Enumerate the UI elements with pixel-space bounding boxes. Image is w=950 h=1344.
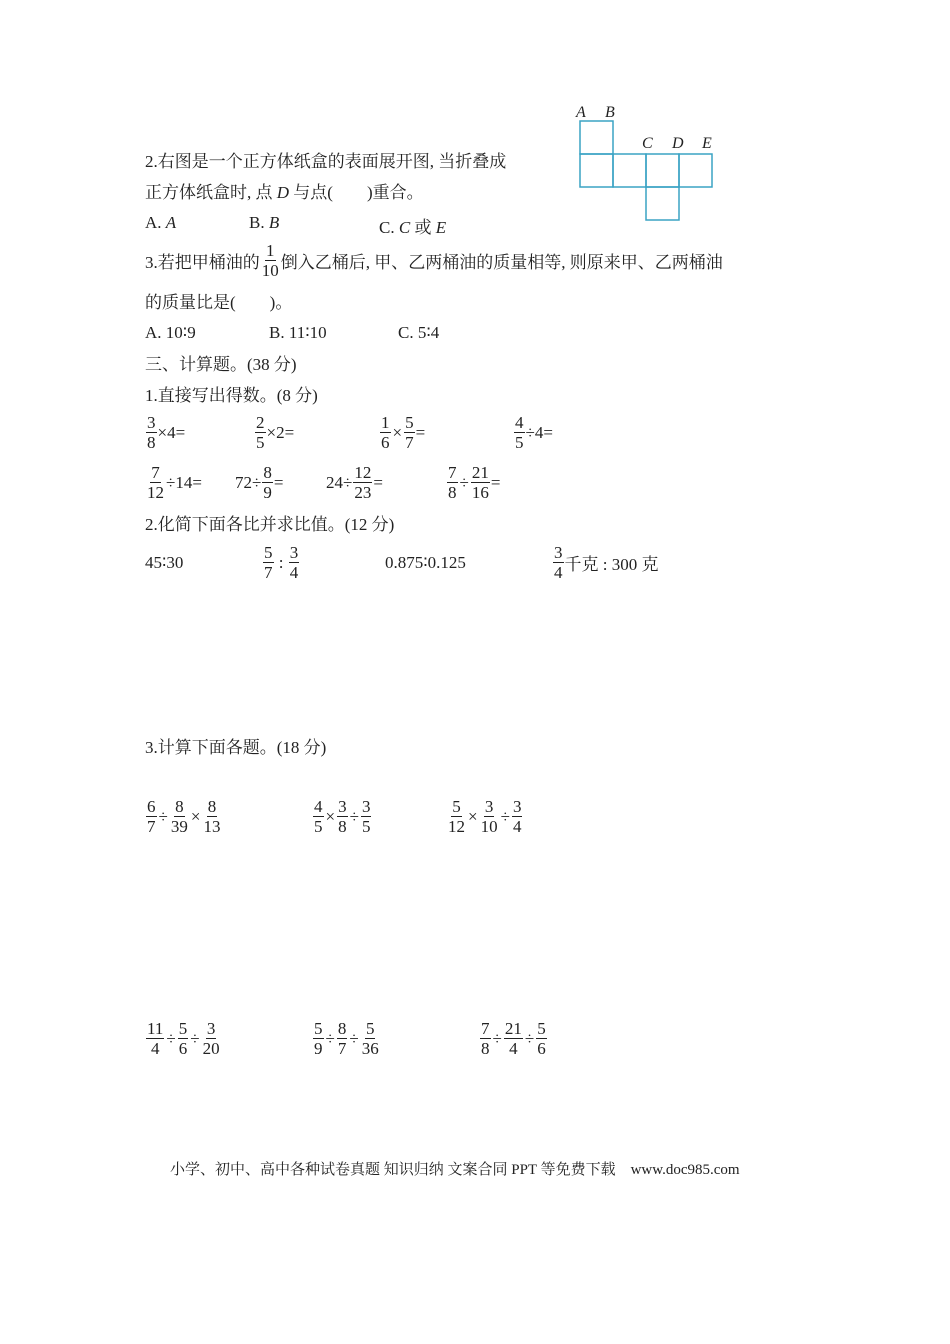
p3-calc-2: $\frac{4}{5}$ × $\frac{3}{8}$ ÷ $\frac{3}{5}$	[314, 797, 371, 836]
page-footer: 小学、初中、高中各种试卷真题 知识归纳 文案合同 PPT 等免费下载 www.doc985.com	[170, 1162, 740, 1178]
p3-calc-6: $\frac{7}{8}$ ÷ $\frac{21}{4}$ ÷ $\frac{5}{6}$	[481, 1019, 546, 1058]
q2-option-b: B. B	[249, 213, 280, 232]
q3-line2: 的质量比是( )。	[145, 293, 293, 312]
part3-title: 3.计算下面各题。(18 分)	[145, 738, 327, 757]
p1-expr-1: $\frac{3}{8}$ ×4=	[147, 413, 186, 452]
part2-title: 2.化简下面各比并求比值。(12 分)	[145, 515, 395, 534]
q2-line1: 2.右图是一个正方体纸盒的表面展开图, 当折叠成	[145, 152, 507, 171]
net-label-a: A	[576, 104, 586, 121]
net-label-c: C	[642, 135, 653, 152]
net-label-d: D	[672, 135, 684, 152]
p1-expr-5: $\frac{7}{12}$ ÷14=	[147, 463, 202, 502]
p2-ratio-3: 0.875∶0.125	[385, 553, 466, 572]
p1-expr-4: $\frac{4}{5}$ ÷4=	[515, 413, 553, 452]
section3-title: 三、计算题。(38 分)	[145, 355, 297, 374]
q3-option-b: B. 11∶10	[269, 323, 327, 342]
p3-calc-5: $\frac{5}{9}$ ÷ $\frac{8}{7}$ ÷ $\frac{5}{36}$	[314, 1019, 379, 1058]
q2-line2: 正方体纸盒时, 点 D 与点( )重合。	[145, 183, 424, 202]
q3-option-c: C. 5∶4	[398, 323, 440, 342]
p1-expr-3: $\frac{1}{6}$ × $\frac{5}{7}$ =	[381, 413, 426, 452]
q2-option-c: C. C 或 E	[379, 218, 447, 237]
p2-ratio-1: 45∶30	[145, 553, 184, 572]
q3-option-a: A. 10∶9	[145, 323, 196, 342]
p3-calc-3: $\frac{5}{12}$ × $\frac{3}{10}$ ÷ $\frac{3}{4}$	[448, 797, 522, 836]
q2-option-a: A. A	[145, 213, 177, 232]
p1-expr-2: $\frac{2}{5}$ ×2=	[256, 413, 295, 452]
cube-net-figure	[0, 0, 950, 260]
p3-calc-1: $\frac{6}{7}$ ÷ $\frac{8}{39}$ × $\frac{8}{13}$	[147, 797, 221, 836]
part1-title: 1.直接写出得数。(8 分)	[145, 386, 318, 405]
p1-expr-7: 24÷ $\frac{12}{23}$ =	[326, 463, 383, 502]
p2-ratio-4: $\frac{3}{4}$ 千克 : 300 克	[554, 543, 659, 582]
net-label-e: E	[702, 135, 712, 152]
net-label-b: B	[605, 104, 615, 121]
q3-fraction: $\frac{1}{10}$	[261, 241, 279, 280]
p3-calc-4: $\frac{11}{4}$ ÷ $\frac{5}{6}$ ÷ $\frac{3}{20}$	[147, 1019, 220, 1058]
p1-expr-8: $\frac{7}{8}$ ÷ $\frac{21}{16}$ =	[448, 463, 501, 502]
p1-expr-6: 72÷ $\frac{8}{9}$ =	[235, 463, 284, 502]
p2-ratio-2: $\frac{5}{7}$ : $\frac{3}{4}$	[264, 543, 299, 582]
q3-line1: 3.若把甲桶油的 $\frac{1}{10}$ 倒入乙桶后, 甲、乙两桶油的质量相等, 则原来甲、乙两桶油	[145, 241, 723, 280]
